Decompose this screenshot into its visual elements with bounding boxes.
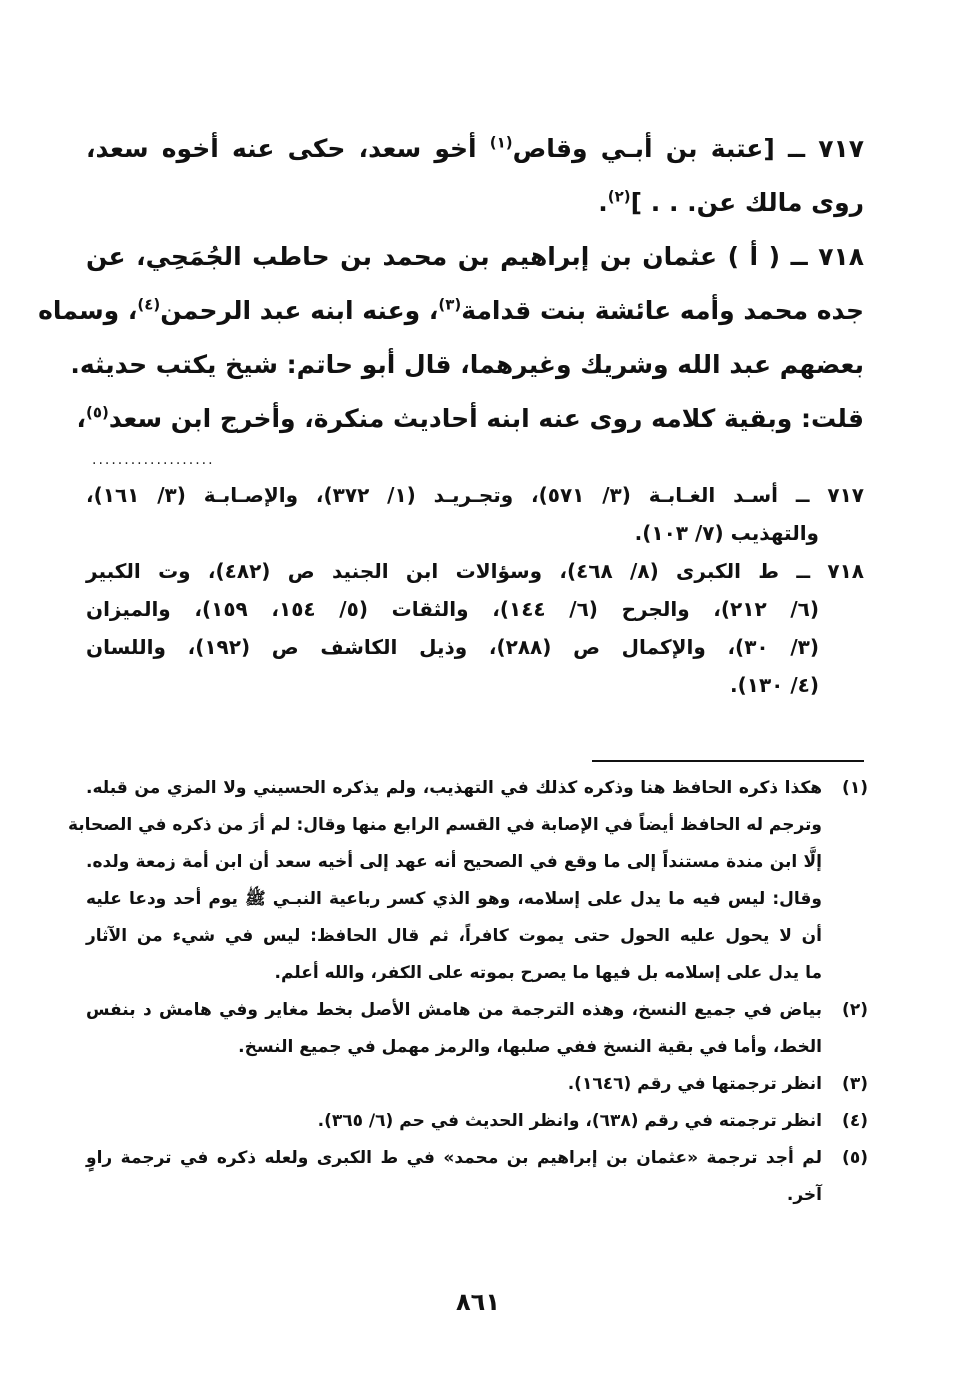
footnote-1-line-3: إلَّا ابن مندة مستنداً إلى ما وقع في الصحيح أنه عهد إلى أخيه سعد أن ابن أمة زمعة ولده. <box>86 852 822 872</box>
footnote-ref-5[interactable]: (٥) <box>86 403 109 422</box>
entry-717-text: ٧١٧ ــ [عتبة بن أبـي وقاص <box>512 134 864 163</box>
entry-718-line-4 <box>76 392 864 446</box>
source-718-line-4: (٤/ ١٣٠). <box>729 673 819 697</box>
footnote-2-line-1 <box>86 992 868 1029</box>
footnote-5-text: لم أجد ترجمة «عثمان بن إبراهيم بن محمد» في ط الكبرى ولعله ذكره في ترجمة راوٍ <box>86 1148 822 1168</box>
footnote-5-number: (٥) <box>842 1148 868 1168</box>
footnote-2-text: بياض في جميع النسخ، وهذه الترجمة من هامش الأصل بخط مغاير وفي هامش د بنفس <box>86 1000 822 1020</box>
entry-717-line-2 <box>86 176 864 230</box>
footnote-4-text: انظر ترجمته في رقم (٦٣٨)، وانظر الحديث في حم (٦/ ٣٦٥). <box>317 1111 822 1131</box>
main-text <box>38 122 864 446</box>
source-718-line-1: ٧١٨ ــ ط الكبرى (٨/ ٤٦٨)، وسؤالات ابن الجنيد ص (٤٨٢)، وت الكبير <box>86 559 864 583</box>
footnote-1-line-1 <box>86 770 868 807</box>
entry-717-text-2: روى مالك عن. . . ] <box>630 188 864 217</box>
footnote-1-line-4: وقال: ليس فيه ما يدل على إسلامه، وهو الذي كسر رباعية النبـي ﷺ يوم أحد ودعا عليه <box>86 889 822 909</box>
footnote-3-text: انظر ترجمتها في رقم (١٦٤٦). <box>567 1074 822 1094</box>
footnote-1-text: هكذا ذكره الحافظ هنا وذكره كذلك في التهذيب، ولم يذكره الحسيني ولا المزي من قبله. <box>86 778 822 798</box>
source-717-line-1: ٧١٧ ــ أسـد الغـابـة (٣/ ٥٧١)، وتجـريـد (١/ ٣٧٢)، والإصـابـة (٣/ ١٦١)، <box>86 483 864 507</box>
footnote-2-number: (٢) <box>842 1000 868 1020</box>
entry-717-text-cont: أخو سعد، حكى عنه أخوه سعد، <box>86 134 490 163</box>
entry-718-text-2b: ، وعنه ابنه عبد الرحمن <box>160 296 439 325</box>
footnote-divider <box>592 760 864 762</box>
footnote-1-line-5: أن لا يحول عليه الحول حتى يموت كافراً، ثم قال الحافظ: ليس في شيء من الآثار <box>86 926 822 946</box>
footnote-3-number: (٣) <box>842 1074 868 1094</box>
footnote-5-line-2: آخر. <box>786 1185 822 1205</box>
footnote-4-number: (٤) <box>842 1111 868 1131</box>
source-717-line-2: والتهذيب (٧/ ١٠٣). <box>634 521 819 545</box>
sources-block <box>86 476 864 704</box>
entry-718-line-2 <box>38 284 864 338</box>
entry-717-line-1 <box>86 122 864 176</box>
footnote-2-line-2: الخط، وأما في بقية النسخ ففي صلبها، والرمز مهمل في جميع النسخ. <box>238 1037 822 1057</box>
footnote-5-line-1 <box>86 1140 868 1177</box>
footnote-1-line-2: وترجم له الحافظ أيضاً في الإصابة في القسم الرابع منها وقال: لم أرَ من ذكره في الصحابة <box>67 815 822 835</box>
entry-718-text-2c: ، وسماه <box>38 296 138 325</box>
footnote-ref-2[interactable]: (٢) <box>607 187 631 206</box>
footnote-1-number: (١) <box>842 778 868 798</box>
page-number: ٨٦١ <box>456 1288 500 1316</box>
entry-718-line-1: ٧١٨ ــ ( أ ) عثمان بن إبراهيم بن محمد بن حاطب الجُمَحِي، عن <box>86 242 864 271</box>
footnotes <box>67 770 868 1214</box>
footnote-ref-3[interactable]: (٣) <box>438 295 462 314</box>
dotted-separator: ................... <box>92 452 215 468</box>
source-718-line-2: (٦/ ٢١٢)، والجرح (٦/ ١٤٤)، والثقات (٥/ ١٥٤، ١٥٩)، والميزان <box>86 597 819 621</box>
footnote-1-line-6: ما يدل على إسلامه بل فيها ما يصرح بموته على الكفر، والله أعلم. <box>274 963 822 983</box>
entry-717-period: . <box>598 188 608 217</box>
footnote-4-line-1 <box>86 1103 868 1140</box>
entry-718-text-4a: قلت: وبقية كلامه روى عنه ابنه أحاديث منكرة، وأخرج ابن سعد <box>108 404 864 433</box>
entry-718-text-2a: جده محمد وأمه عائشة بنت قدامة <box>461 296 864 325</box>
footnote-3-line-1 <box>86 1066 868 1103</box>
entry-718-text-4b: ، <box>76 404 87 433</box>
footnote-ref-4[interactable]: (٤) <box>137 295 161 314</box>
footnote-ref-1[interactable]: (١) <box>489 133 513 152</box>
entry-718-line-3: بعضهم عبد الله وشريك وغيرهما، قال أبو حاتم: شيخ يكتب حديثه. <box>70 350 864 379</box>
source-718-line-3: (٣/ ٣٠)، والإكمال ص (٢٨٨)، وذيل الكاشف ص (١٩٢)، واللسان <box>86 635 819 659</box>
